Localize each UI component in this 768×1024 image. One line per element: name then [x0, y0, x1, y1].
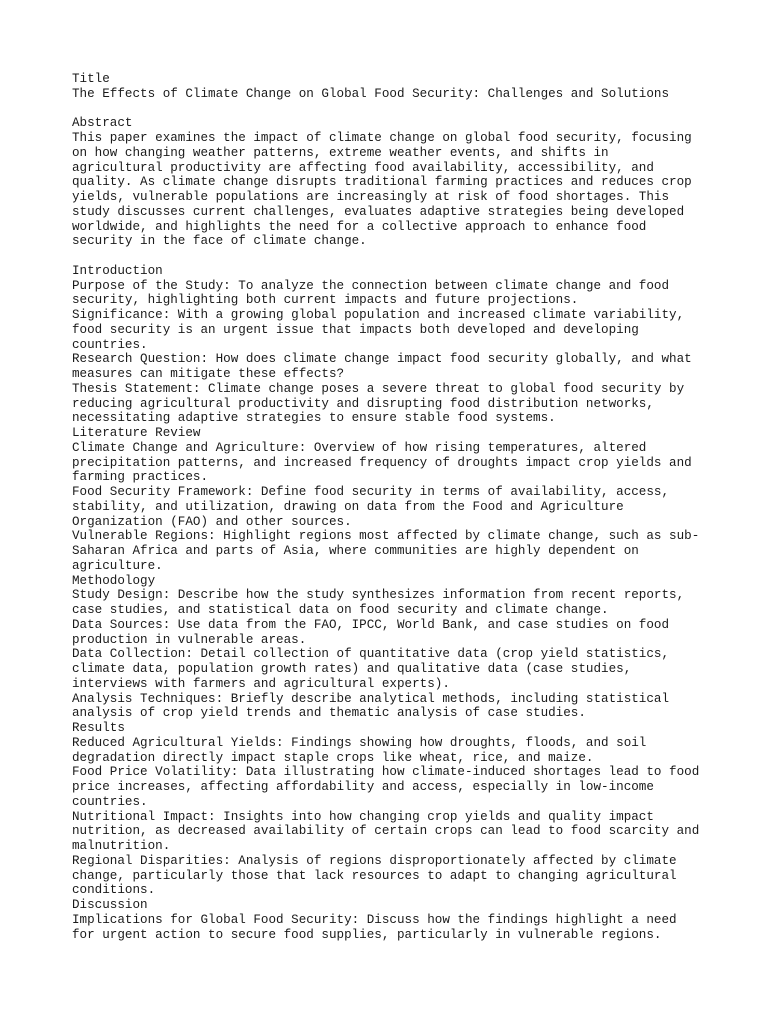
text-line: security in the face of climate change. — [72, 234, 367, 249]
text-line: on how changing weather patterns, extreme weather events, and shifts in — [72, 145, 609, 160]
text-line: malnutrition. — [72, 839, 171, 853]
text-line: degradation directly impact staple crops like wheat, rice, and maize. — [72, 750, 594, 765]
text-line: Reduced Agricultural Yields: Findings showing how droughts, floods, and soil — [72, 735, 647, 750]
text-line: interviews with farmers and agricultural experts). — [72, 676, 450, 691]
text-line: necessitating adaptive strategies to ensure stable food systems. — [72, 411, 556, 426]
text-line: for urgent action to secure food supplies, particularly in vulnerable regions. — [72, 927, 662, 942]
text-line: Purpose of the Study: To analyze the connection between climate change and food — [72, 278, 670, 293]
text-line: quality. As climate change disrupts traditional farming practices and reduces crop — [72, 175, 692, 190]
text-line: Thesis Statement: Climate change poses a severe threat to global food security by — [72, 381, 685, 396]
text-line: worldwide, and highlights the need for a collective approach to enhance food — [72, 219, 647, 234]
blank-line — [72, 102, 712, 117]
text-line: analysis of crop yield trends and thematic analysis of case studies. — [72, 706, 586, 721]
blank-line — [72, 249, 712, 264]
text-line: Organization (FAO) and other sources. — [72, 514, 352, 529]
text-line: Discussion — [72, 898, 148, 912]
text-line: change, particularly those that lack resources to adapt to changing agricultural — [72, 868, 677, 883]
text-line: Data Collection: Detail collection of quantitative data (crop yield statistics, — [72, 647, 670, 662]
text-line: yields, vulnerable populations are increasingly at risk of food shortages. This — [72, 190, 670, 204]
text-line: farming practices. — [72, 470, 209, 485]
text-line: nutrition, as decreased availability of certain crops can lead to food scarcity and — [72, 824, 700, 839]
text-line: Climate Change and Agriculture: Overview of how rising temperatures, altered — [72, 440, 647, 455]
text-line: agriculture. — [72, 558, 163, 573]
text-line: countries. — [72, 794, 148, 809]
text-line: Study Design: Describe how the study synthesizes information from recent reports, — [72, 588, 685, 603]
text-line: price increases, affecting affordability and access, especially in low-income — [72, 780, 654, 794]
text-line: Implications for Global Food Security: Discuss how the findings highlight a need — [72, 912, 677, 927]
text-line: Food Security Framework: Define food security in terms of availability, access, — [72, 485, 670, 499]
text-line: Nutritional Impact: Insights into how changing crop yields and quality impact — [72, 809, 654, 824]
text-line: Saharan Africa and parts of Asia, where communities are highly dependent on — [72, 544, 639, 558]
text-line: The Effects of Climate Change on Global Food Security: Challenges and Solutions — [72, 86, 670, 101]
text-line: production in vulnerable areas. — [72, 632, 307, 647]
text-line: stability, and utilization, drawing on data from the Food and Agriculture — [72, 499, 624, 514]
text-line: Data Sources: Use data from the FAO, IPCC, World Bank, and case studies on food — [72, 617, 670, 632]
text-line: This paper examines the impact of climate change on global food security, focusing — [72, 131, 692, 145]
text-line: agricultural productivity are affecting food availability, accessibility, and — [72, 160, 654, 175]
text-line: case studies, and statistical data on food security and climate change. — [72, 603, 609, 617]
text-line: Food Price Volatility: Data illustrating how climate-induced shortages lead to food — [72, 765, 700, 780]
text-line: Results — [72, 721, 125, 735]
text-line: countries. — [72, 337, 148, 352]
text-line: Analysis Techniques: Briefly describe analytical methods, including statistical — [72, 691, 670, 706]
text-line: security, highlighting both current impacts and future projections. — [72, 293, 579, 308]
text-line: precipitation patterns, and increased frequency of droughts impact crop yields and — [72, 455, 692, 470]
document-page — [72, 72, 712, 942]
text-line: Introduction — [72, 263, 163, 278]
text-line: study discusses current challenges, evaluates adaptive strategies being developed — [72, 204, 685, 219]
text-line: Significance: With a growing global population and increased climate variability, — [72, 308, 685, 322]
text-line: Regional Disparities: Analysis of regions disproportionately affected by climate — [72, 853, 677, 868]
text-line: Abstract — [72, 116, 133, 131]
text-line: Title — [72, 72, 110, 86]
text-line: food security is an urgent issue that impacts both developed and developing — [72, 322, 639, 337]
text-line: climate data, population growth rates) and qualitative data (case studies, — [72, 662, 632, 676]
text-line: measures can mitigate these effects? — [72, 367, 345, 381]
text-line: conditions. — [72, 883, 156, 898]
text-line: Literature Review — [72, 426, 201, 440]
text-line: Vulnerable Regions: Highlight regions most affected by climate change, such as sub- — [72, 529, 700, 544]
text-line: Methodology — [72, 573, 156, 588]
text-line: reducing agricultural productivity and disrupting food distribution networks, — [72, 396, 654, 411]
text-line: Research Question: How does climate change impact food security globally, and what — [72, 352, 692, 367]
